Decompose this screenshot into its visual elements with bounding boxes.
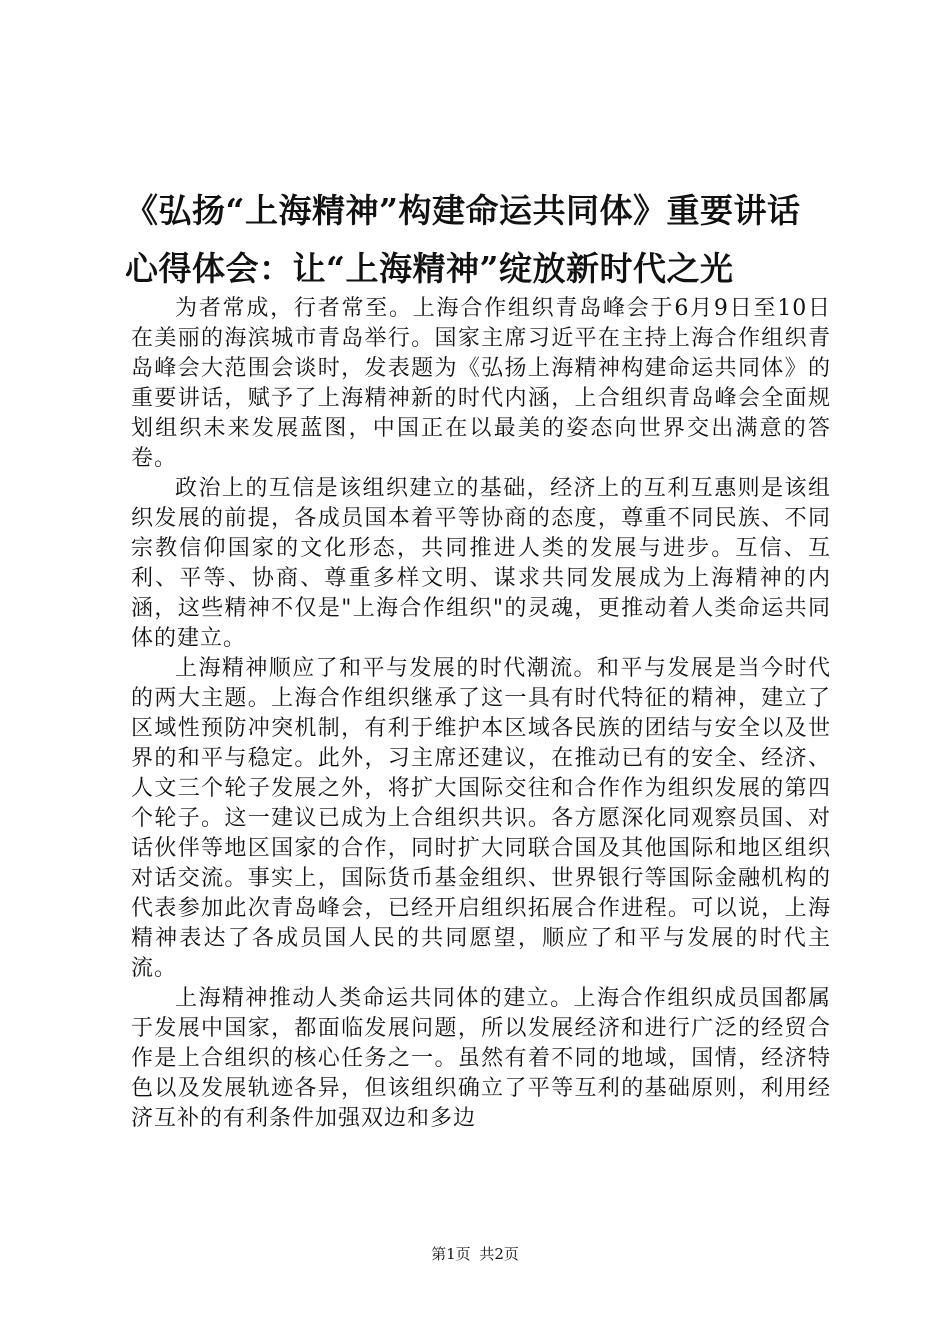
paragraph-1: 为者常成，行者常至。上海合作组织青岛峰会于6月9日至10日在美丽的海滨城市青岛举行。国家主席习近平在主持上海合作组织青岛峰会大范围会谈时，发表题为《弘扬上海精神构建命运共同体》的重要讲话，赋予了上海精神新的时代内涵，上合组织青岛峰会全面规划组织未来发展蓝图，中国正在以最美的姿态向世界交出满意的答卷。 [131,296,831,471]
document-title: 《弘扬“上海精神”构建命运共同体》重要讲话心得体会：让“上海精神”绽放新时代之光 [125,191,801,288]
page-footer [0,1244,950,1264]
paragraph-3: 上海精神顺应了和平与发展的时代潮流。和平与发展是当今时代的两大主题。上海合作组织继承了这一具有时代特征的精神，建立了区域性预防冲突机制，有利于维护本区域各民族的团结与安全以及世界的和平与稳定。此外，习主席还建议，在推动已有的安全、经济、人文三个轮子发展之外，将扩大国际交往和合作作为组织发展的第四个轮子。这一建议已成为上合组织共识。各方愿深化同观察员国、对话伙伴等地区国家的合作，同时扩大同联合国及其他国际和地区组织对话交流。事实上，国际货币基金组织、世界银行等国际金融机构的代表参加此次青岛峰会，已经开启组织拓展合作进程。可以说，上海精神表达了各成员国人民的共同愿望，顺应了和平与发展的时代主流。 [131,656,831,981]
page-number-current: 第1页 [431,1245,471,1263]
paragraph-4: 上海精神推动人类命运共同体的建立。上海合作组织成员国都属于发展中国家，都面临发展问题，所以发展经济和进行广泛的经贸合作是上合组织的核心任务之一。虽然有着不同的地域，国情，经济特色以及发展轨迹各异，但该组织确立了平等互利的基础原则，利用经济互补的有利条件加强双边和多边 [131,986,831,1131]
paragraph-2: 政治上的互信是该组织建立的基础，经济上的互利互惠则是该组织发展的前提，各成员国本着平等协商的态度，尊重不同民族、不同宗教信仰国家的文化形态，共同推进人类的发展与进步。互信、互利、平等、协商、尊重多样文明、谋求共同发展成为上海精神的内涵，这些精神不仅是"上海合作组织"的灵魂，更推动着人类命运共同体的建立。 [131,476,831,651]
page-number-total: 共2页 [479,1245,519,1263]
document-body [131,294,831,1134]
